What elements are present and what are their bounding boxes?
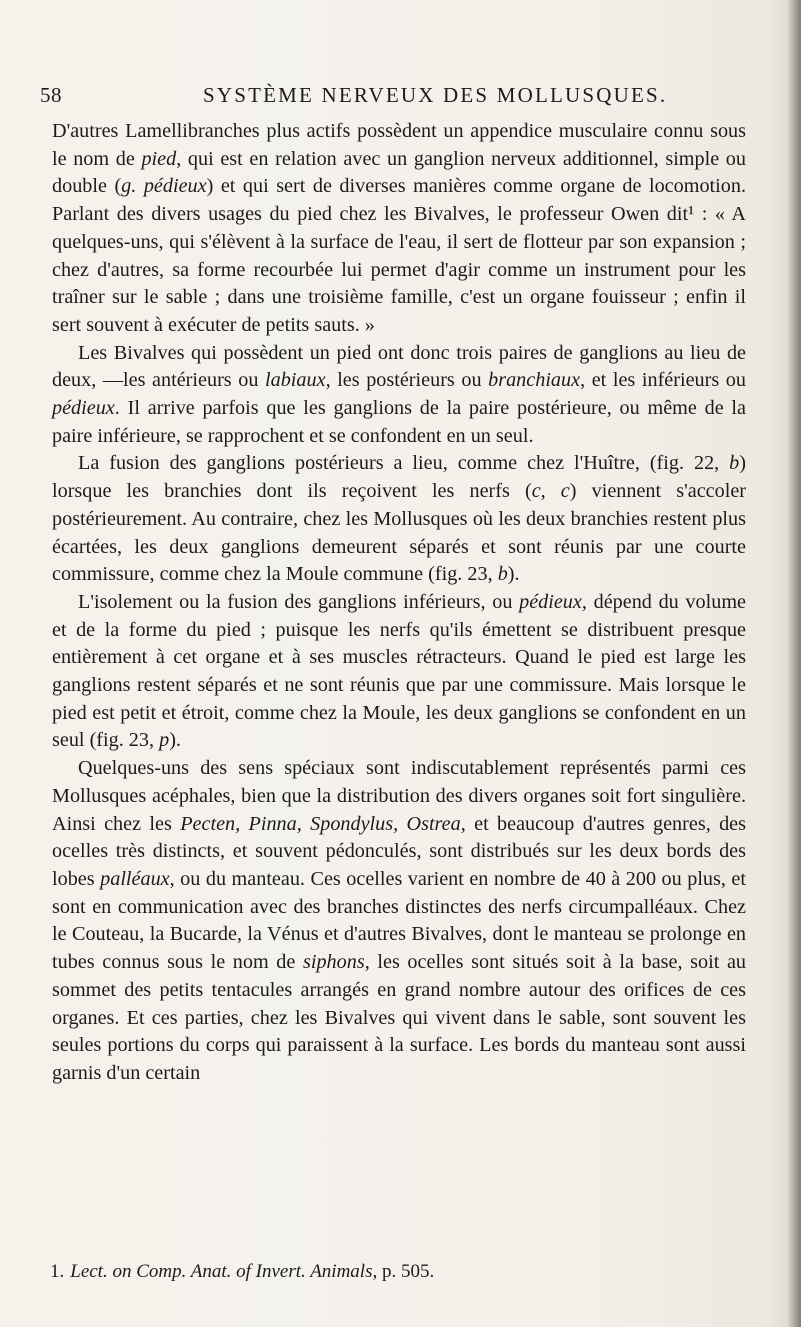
body-text — [52, 118, 746, 1088]
text-run: Quelques-uns des sens spéciaux sont indiscutablement représentés parmi ces Mollusques acéphales, bien que la distribution des divers organes soit fort singulière. Ainsi chez les — [52, 757, 746, 835]
italic-term: b — [729, 452, 740, 475]
italic-term: Pecten, Pinna, Spondylus, Ostrea, — [180, 812, 466, 835]
footnote-citation: Lect. on Comp. Anat. of Invert. Animals, — [70, 1261, 378, 1282]
paragraph — [52, 589, 746, 755]
text-run: ) viennent s'accoler postérieurement. Au contraire, chez les Mollusques où les deux branchies restent plus écartées, les deux ganglions demeurent séparés et sont réunis par une courte commissure, comme chez la Moule commune (fig. 23, — [52, 480, 747, 586]
page-edge-shadow — [787, 0, 801, 1327]
text-run: Les Bivalves qui possèdent un pied ont donc trois paires de ganglions au lieu de deux, —les antérieurs ou — [52, 341, 746, 392]
text-run: , qui est en relation avec un ganglion nerveux additionnel, simple ou double ( — [52, 147, 746, 198]
footnote-number: 1. — [50, 1261, 65, 1282]
paragraph — [52, 118, 746, 340]
page-number: 58 — [40, 83, 62, 107]
paragraph — [52, 450, 746, 589]
text-run: , les postérieurs ou — [325, 369, 489, 392]
paragraph — [52, 340, 746, 451]
text-run: , les ocelles sont situés soit à la base, soit au sommet des petits tentacules arrangés en grand nombre autour des orifices de ces organes. Et ces parties, chez les Bivalves qui vivent dans le sable, sont souvent les seules portions du corps qui paraissent à la surface. Les bords du manteau sont aussi garnis d'un certain — [52, 951, 746, 1084]
text-run: ). — [169, 729, 181, 752]
running-title: SYSTÈME NERVEUX DES MOLLUSQUES. — [203, 83, 668, 107]
italic-term: b — [497, 563, 508, 586]
italic-term: pédieux — [52, 397, 115, 420]
text-run: et beaucoup d'autres genres, des ocelles très distincts, et souvent pédonculés, sont distribués sur les deux bords des lobes — [52, 812, 747, 890]
italic-term: c, c — [531, 480, 570, 503]
text-run: ) et qui sert de diverses manières comme organe de locomotion. Parlant des divers usages du pied chez les Bivalves, le professeur Owen dit¹ : « A quelques-uns, qui s'élèvent à la surface de l'eau, il sert de flotteur par son expansion ; chez d'autres, sa forme recourbée lui permet d'agir comme un instrument pour les traîner sur le sable ; dans une troisième famille, c'est un organe fouisseur ; enfin il sert souvent à exécuter de petits sauts. » — [52, 175, 746, 336]
footnote — [50, 1260, 750, 1284]
italic-term: labiaux — [265, 369, 326, 392]
text-run: ) lorsque les branchies dont ils reçoivent les nerfs ( — [52, 452, 746, 503]
page-header — [40, 83, 760, 113]
text-run: D'autres Lamellibranches plus actifs possèdent un appendice musculaire connu sous le nom de — [52, 120, 746, 170]
text-run: , dépend du volume et de la forme du pied ; puisque les nerfs qu'ils émettent se distribuent presque entièrement à cet organe et à ses muscles rétracteurs. Quand le pied est large les ganglions restent séparés et ne sont réunis que par une commissure. Mais lorsque le pied est petit et étroit, comme chez la Moule, les deux ganglions se confondent en un seul (fig. 23, — [52, 590, 746, 752]
text-run: ). — [507, 563, 520, 586]
text-run: , et les inférieurs ou — [580, 369, 746, 392]
italic-term: branchiaux — [488, 369, 581, 392]
italic-term: siphons — [303, 951, 365, 974]
text-run: La fusion des ganglions postérieurs a lieu, comme chez l'Huître, (fig. 22, — [78, 452, 730, 475]
italic-term: pied — [141, 147, 177, 170]
text-run: . Il arrive parfois que les ganglions de la paire postérieure, ou même de la paire inférieure, se rapprochent et se confondent en un seul. — [52, 397, 746, 447]
italic-term: g. pédieux — [121, 175, 207, 198]
italic-term: pédieux — [519, 590, 582, 613]
paragraph — [52, 755, 746, 1087]
footnote-page: p. 505. — [377, 1261, 435, 1282]
text-run: L'isolement ou la fusion des ganglions inférieurs, ou — [78, 590, 520, 613]
text-run: , ou du manteau. Ces ocelles varient en nombre de 40 à 200 ou plus, et sont en communication avec des branches distinctes des nerfs circumpalléaux. Chez le Couteau, la Bucarde, la Vénus et d'autres Bivalves, dont le manteau se prolonge en tubes connus sous le nom de — [52, 867, 746, 974]
italic-term: palléaux — [100, 867, 170, 890]
italic-term: p — [159, 729, 170, 752]
